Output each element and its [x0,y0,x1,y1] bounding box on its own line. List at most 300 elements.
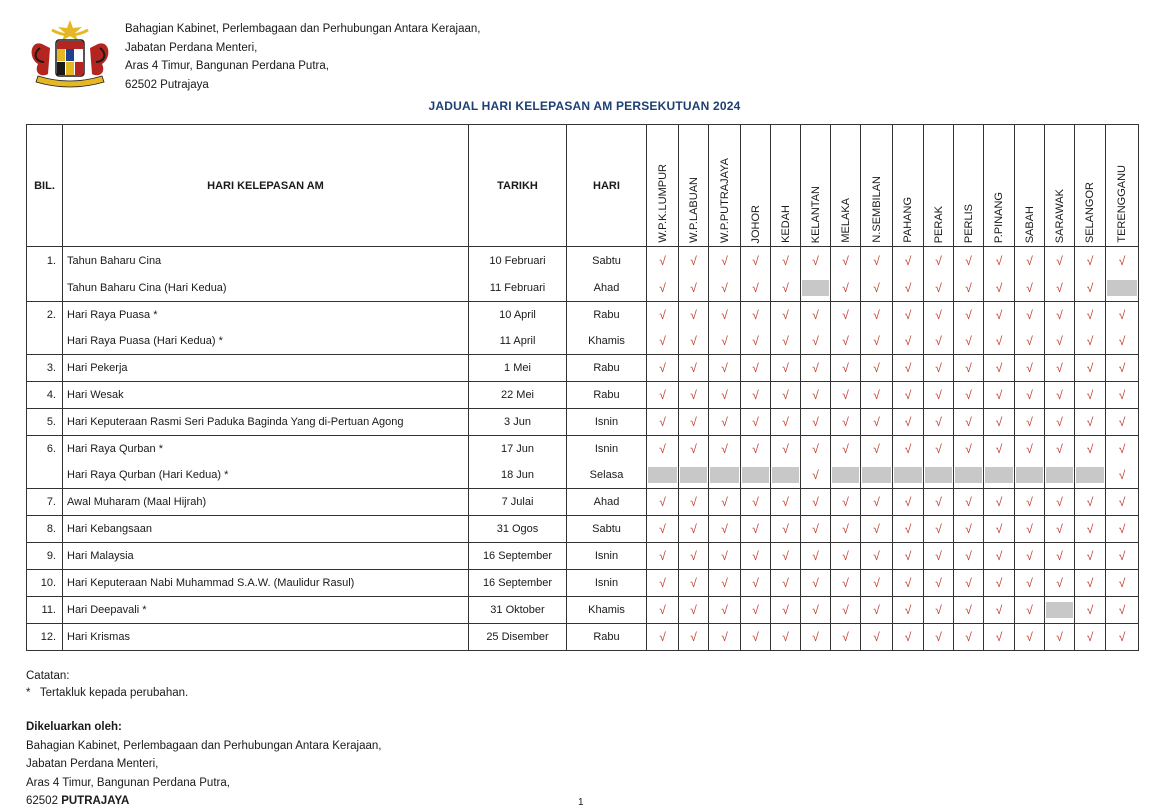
check-mark: √ [831,543,861,570]
column-header-state [861,125,893,247]
check-mark: √ [679,543,709,570]
shaded-cell [1045,462,1075,489]
check-mark: √ [861,275,893,302]
shaded-cell [1106,275,1139,302]
check-mark: √ [801,355,831,382]
shaded-block [710,467,739,483]
shaded-cell [801,275,831,302]
check-mark: √ [771,247,801,276]
check-mark: √ [709,382,741,409]
holiday-date: 11 Februari [469,275,567,302]
check-mark: √ [1015,597,1045,624]
check-mark: √ [954,328,984,355]
document-title: JADUAL HARI KELEPASAN AM PERSEKUTUAN 2024 [428,99,741,113]
check-mark: √ [1106,489,1139,516]
holiday-day: Rabu [567,302,647,329]
check-mark: √ [801,516,831,543]
check-mark: √ [1045,624,1075,651]
check-mark: √ [1015,328,1045,355]
state-label: JOHOR [749,204,762,243]
check-mark: √ [924,624,954,651]
check-mark: √ [1106,624,1139,651]
check-mark: √ [801,624,831,651]
column-header-state [924,125,954,247]
holiday-name: Hari Krismas [63,624,469,651]
check-mark: √ [647,597,679,624]
check-mark: √ [1075,624,1106,651]
check-mark: √ [861,247,893,276]
notes-text: Tertakluk kepada perubahan. [39,687,189,699]
check-mark: √ [984,489,1015,516]
shaded-block [1107,280,1137,296]
check-mark: √ [954,355,984,382]
check-mark: √ [1106,597,1139,624]
check-mark: √ [861,543,893,570]
shaded-block [742,467,769,483]
check-mark: √ [954,302,984,329]
check-mark: √ [831,624,861,651]
holiday-table [26,124,1139,651]
shaded-block [1046,467,1073,483]
address-line: 62502 Putrajaya [125,78,209,91]
header-address [125,20,481,94]
issued-line: Bahagian Kabinet, Perlembagaan dan Perhubungan Antara Kerajaan, [26,739,382,752]
holiday-name: Hari Raya Qurban (Hari Kedua) * [63,462,469,489]
check-mark: √ [647,543,679,570]
column-header-bil: BIL. [27,125,63,247]
check-mark: √ [709,489,741,516]
check-mark: √ [1106,247,1139,276]
check-mark: √ [709,624,741,651]
check-mark: √ [771,355,801,382]
holiday-date: 7 Julai [469,489,567,516]
holiday-name: Hari Kebangsaan [63,516,469,543]
table-row [27,624,1139,651]
shaded-cell [984,462,1015,489]
check-mark: √ [893,570,924,597]
check-mark: √ [831,275,861,302]
row-number: 2. [27,302,63,329]
check-mark: √ [647,382,679,409]
table-header-row [27,125,1139,247]
check-mark: √ [1015,275,1045,302]
check-mark: √ [1045,382,1075,409]
check-mark: √ [954,543,984,570]
check-mark: √ [1045,570,1075,597]
check-mark: √ [861,328,893,355]
state-label: TERENGGANU [1116,165,1128,243]
check-mark: √ [1106,302,1139,329]
holiday-date: 3 Jun [469,409,567,436]
table-row [27,382,1139,409]
holiday-name: Hari Deepavali * [63,597,469,624]
holiday-date: 25 Disember [469,624,567,651]
check-mark: √ [741,624,771,651]
check-mark: √ [709,247,741,276]
check-mark: √ [831,597,861,624]
check-mark: √ [741,543,771,570]
shaded-cell [647,462,679,489]
column-header-state [801,125,831,247]
check-mark: √ [861,409,893,436]
shaded-block [680,467,707,483]
table-row [27,570,1139,597]
check-mark: √ [771,570,801,597]
check-mark: √ [861,436,893,463]
check-mark: √ [801,489,831,516]
check-mark: √ [709,355,741,382]
shaded-cell [1045,597,1075,624]
check-mark: √ [984,570,1015,597]
holiday-date: 10 April [469,302,567,329]
check-mark: √ [893,516,924,543]
holiday-day: Sabtu [567,247,647,276]
shaded-cell [1075,462,1106,489]
check-mark: √ [1015,382,1045,409]
check-mark: √ [801,247,831,276]
check-mark: √ [893,328,924,355]
state-label: W.P.PUTRAJAYA [718,158,731,243]
check-mark: √ [954,275,984,302]
check-mark: √ [771,543,801,570]
holiday-name: Hari Wesak [63,382,469,409]
column-header-date: TARIKH [469,125,567,247]
check-mark: √ [647,624,679,651]
holiday-day: Rabu [567,624,647,651]
check-mark: √ [1015,436,1045,463]
check-mark: √ [1106,382,1139,409]
check-mark: √ [924,275,954,302]
check-mark: √ [1075,247,1106,276]
table-row [27,247,1139,276]
check-mark: √ [1045,328,1075,355]
row-number: 6. [27,436,63,463]
check-mark: √ [801,382,831,409]
column-header-state [954,125,984,247]
coat-of-arms-logo [26,18,114,92]
holiday-name: Hari Pekerja [63,355,469,382]
table-row [27,543,1139,570]
check-mark: √ [647,302,679,329]
column-header-state [984,125,1015,247]
check-mark: √ [984,624,1015,651]
shaded-block [925,467,952,483]
check-mark: √ [924,302,954,329]
check-mark: √ [893,275,924,302]
check-mark: √ [924,409,954,436]
table-row [27,355,1139,382]
check-mark: √ [861,489,893,516]
holiday-date: 16 September [469,543,567,570]
check-mark: √ [1075,516,1106,543]
holiday-name: Hari Keputeraan Nabi Muhammad S.A.W. (Maulidur Rasul) [63,570,469,597]
check-mark: √ [831,409,861,436]
holiday-day: Sabtu [567,516,647,543]
state-label: KELANTAN [809,185,822,243]
check-mark: √ [771,328,801,355]
check-mark: √ [679,570,709,597]
check-mark: √ [679,275,709,302]
column-header-holiday: HARI KELEPASAN AM [63,125,469,247]
check-mark: √ [1015,302,1045,329]
check-mark: √ [1106,436,1139,463]
column-header-state [709,125,741,247]
check-mark: √ [801,570,831,597]
check-mark: √ [1075,382,1106,409]
check-mark: √ [984,436,1015,463]
row-number [27,275,63,302]
shaded-cell [831,462,861,489]
check-mark: √ [741,275,771,302]
check-mark: √ [1106,355,1139,382]
check-mark: √ [924,328,954,355]
check-mark: √ [709,436,741,463]
shaded-block [802,280,829,296]
column-header-state [647,125,679,247]
check-mark: √ [647,355,679,382]
check-mark: √ [679,355,709,382]
check-mark: √ [771,382,801,409]
holiday-date: 17 Jun [469,436,567,463]
check-mark: √ [1106,543,1139,570]
check-mark: √ [893,355,924,382]
holiday-name: Hari Keputeraan Rasmi Seri Paduka Baginda Yang di-Pertuan Agong [63,409,469,436]
issued-line: Jabatan Perdana Menteri, [26,758,159,770]
check-mark: √ [771,516,801,543]
table-row [27,328,1139,355]
holiday-day: Ahad [567,275,647,302]
check-mark: √ [1045,247,1075,276]
holiday-day: Isnin [567,436,647,463]
check-mark: √ [984,597,1015,624]
holiday-date: 11 April [469,328,567,355]
check-mark: √ [647,436,679,463]
check-mark: √ [801,543,831,570]
check-mark: √ [954,247,984,276]
check-mark: √ [771,275,801,302]
check-mark: √ [831,516,861,543]
holiday-date: 16 September [469,570,567,597]
check-mark: √ [679,624,709,651]
check-mark: √ [861,570,893,597]
notes-label: Catatan: [26,670,70,682]
check-mark: √ [647,328,679,355]
check-mark: √ [924,543,954,570]
check-mark: √ [1045,489,1075,516]
row-number: 11. [27,597,63,624]
check-mark: √ [801,597,831,624]
row-number [27,462,63,489]
state-label: PERAK [932,205,945,243]
check-mark: √ [679,328,709,355]
check-mark: √ [893,543,924,570]
check-mark: √ [741,516,771,543]
state-label: KEDAH [779,205,792,243]
check-mark: √ [709,328,741,355]
check-mark: √ [954,597,984,624]
column-header-state [1015,125,1045,247]
state-label: W.P.LABUAN [687,177,700,243]
check-mark: √ [1075,302,1106,329]
check-mark: √ [647,275,679,302]
check-mark: √ [831,302,861,329]
check-mark: √ [954,489,984,516]
table-row [27,275,1139,302]
check-mark: √ [1045,516,1075,543]
shaded-cell [924,462,954,489]
check-mark: √ [709,543,741,570]
holiday-name: Tahun Baharu Cina (Hari Kedua) [63,275,469,302]
row-number: 1. [27,247,63,276]
holiday-day: Rabu [567,355,647,382]
shaded-block [862,467,891,483]
check-mark: √ [954,382,984,409]
check-mark: √ [1045,302,1075,329]
holiday-name: Hari Raya Puasa * [63,302,469,329]
check-mark: √ [861,597,893,624]
state-label: SABAH [1023,205,1036,243]
check-mark: √ [741,382,771,409]
address-line: Jabatan Perdana Menteri, [125,41,258,54]
check-mark: √ [741,489,771,516]
holiday-date: 22 Mei [469,382,567,409]
holiday-day: Isnin [567,409,647,436]
check-mark: √ [1015,355,1045,382]
check-mark: √ [924,382,954,409]
check-mark: √ [679,409,709,436]
check-mark: √ [1045,436,1075,463]
check-mark: √ [1075,328,1106,355]
issued-by-section [26,718,382,811]
shaded-cell [679,462,709,489]
row-number: 7. [27,489,63,516]
page-number: 1 [578,797,584,808]
holiday-name: Hari Raya Puasa (Hari Kedua) * [63,328,469,355]
check-mark: √ [984,382,1015,409]
holiday-date: 18 Jun [469,462,567,489]
check-mark: √ [709,302,741,329]
column-header-state [831,125,861,247]
check-mark: √ [1106,462,1139,489]
check-mark: √ [709,570,741,597]
check-mark: √ [1015,247,1045,276]
check-mark: √ [893,436,924,463]
holiday-day: Ahad [567,489,647,516]
check-mark: √ [984,247,1015,276]
shaded-block [1076,467,1104,483]
shaded-block [894,467,922,483]
shaded-cell [954,462,984,489]
check-mark: √ [1075,543,1106,570]
shaded-block [832,467,859,483]
check-mark: √ [801,409,831,436]
state-label: PAHANG [902,197,914,243]
check-mark: √ [1015,570,1045,597]
holiday-day: Khamis [567,328,647,355]
check-mark: √ [709,516,741,543]
shaded-cell [893,462,924,489]
column-header-state [771,125,801,247]
check-mark: √ [1075,275,1106,302]
check-mark: √ [679,516,709,543]
check-mark: √ [831,247,861,276]
check-mark: √ [1106,328,1139,355]
shaded-cell [741,462,771,489]
check-mark: √ [647,570,679,597]
shaded-block [1046,602,1073,618]
holiday-day: Isnin [567,543,647,570]
table-row [27,597,1139,624]
check-mark: √ [1075,597,1106,624]
holiday-day: Selasa [567,462,647,489]
row-number [27,328,63,355]
check-mark: √ [954,409,984,436]
check-mark: √ [954,624,984,651]
check-mark: √ [984,516,1015,543]
check-mark: √ [984,328,1015,355]
check-mark: √ [647,409,679,436]
holiday-day: Isnin [567,570,647,597]
shaded-block [648,467,677,483]
check-mark: √ [741,436,771,463]
check-mark: √ [861,516,893,543]
shaded-block [1016,467,1043,483]
issued-city: PUTRAJAYA [61,795,130,807]
state-label: SARAWAK [1053,188,1066,243]
state-label: N.SEMBILAN [870,176,883,243]
check-mark: √ [924,570,954,597]
holiday-name: Hari Malaysia [63,543,469,570]
column-header-state [893,125,924,247]
row-number: 9. [27,543,63,570]
column-header-state [1075,125,1106,247]
check-mark: √ [861,302,893,329]
notes-item [26,685,188,702]
check-mark: √ [984,355,1015,382]
check-mark: √ [741,328,771,355]
check-mark: √ [801,302,831,329]
check-mark: √ [1015,624,1045,651]
table-row [27,409,1139,436]
check-mark: √ [741,355,771,382]
check-mark: √ [801,328,831,355]
shaded-block [985,467,1013,483]
row-number: 12. [27,624,63,651]
check-mark: √ [709,409,741,436]
shaded-block [772,467,799,483]
address-line: Aras 4 Timur, Bangunan Perdana Putra, [125,60,329,72]
check-mark: √ [771,597,801,624]
check-mark: √ [1075,436,1106,463]
shaded-cell [709,462,741,489]
check-mark: √ [954,570,984,597]
check-mark: √ [741,570,771,597]
notes-section [26,668,188,702]
check-mark: √ [1075,570,1106,597]
check-mark: √ [861,624,893,651]
check-mark: √ [924,247,954,276]
check-mark: √ [801,462,831,489]
check-mark: √ [954,436,984,463]
check-mark: √ [679,489,709,516]
row-number: 5. [27,409,63,436]
shaded-cell [861,462,893,489]
column-header-state [679,125,709,247]
check-mark: √ [741,597,771,624]
check-mark: √ [893,489,924,516]
table-row [27,302,1139,329]
issued-line: Aras 4 Timur, Bangunan Perdana Putra, [26,776,230,789]
